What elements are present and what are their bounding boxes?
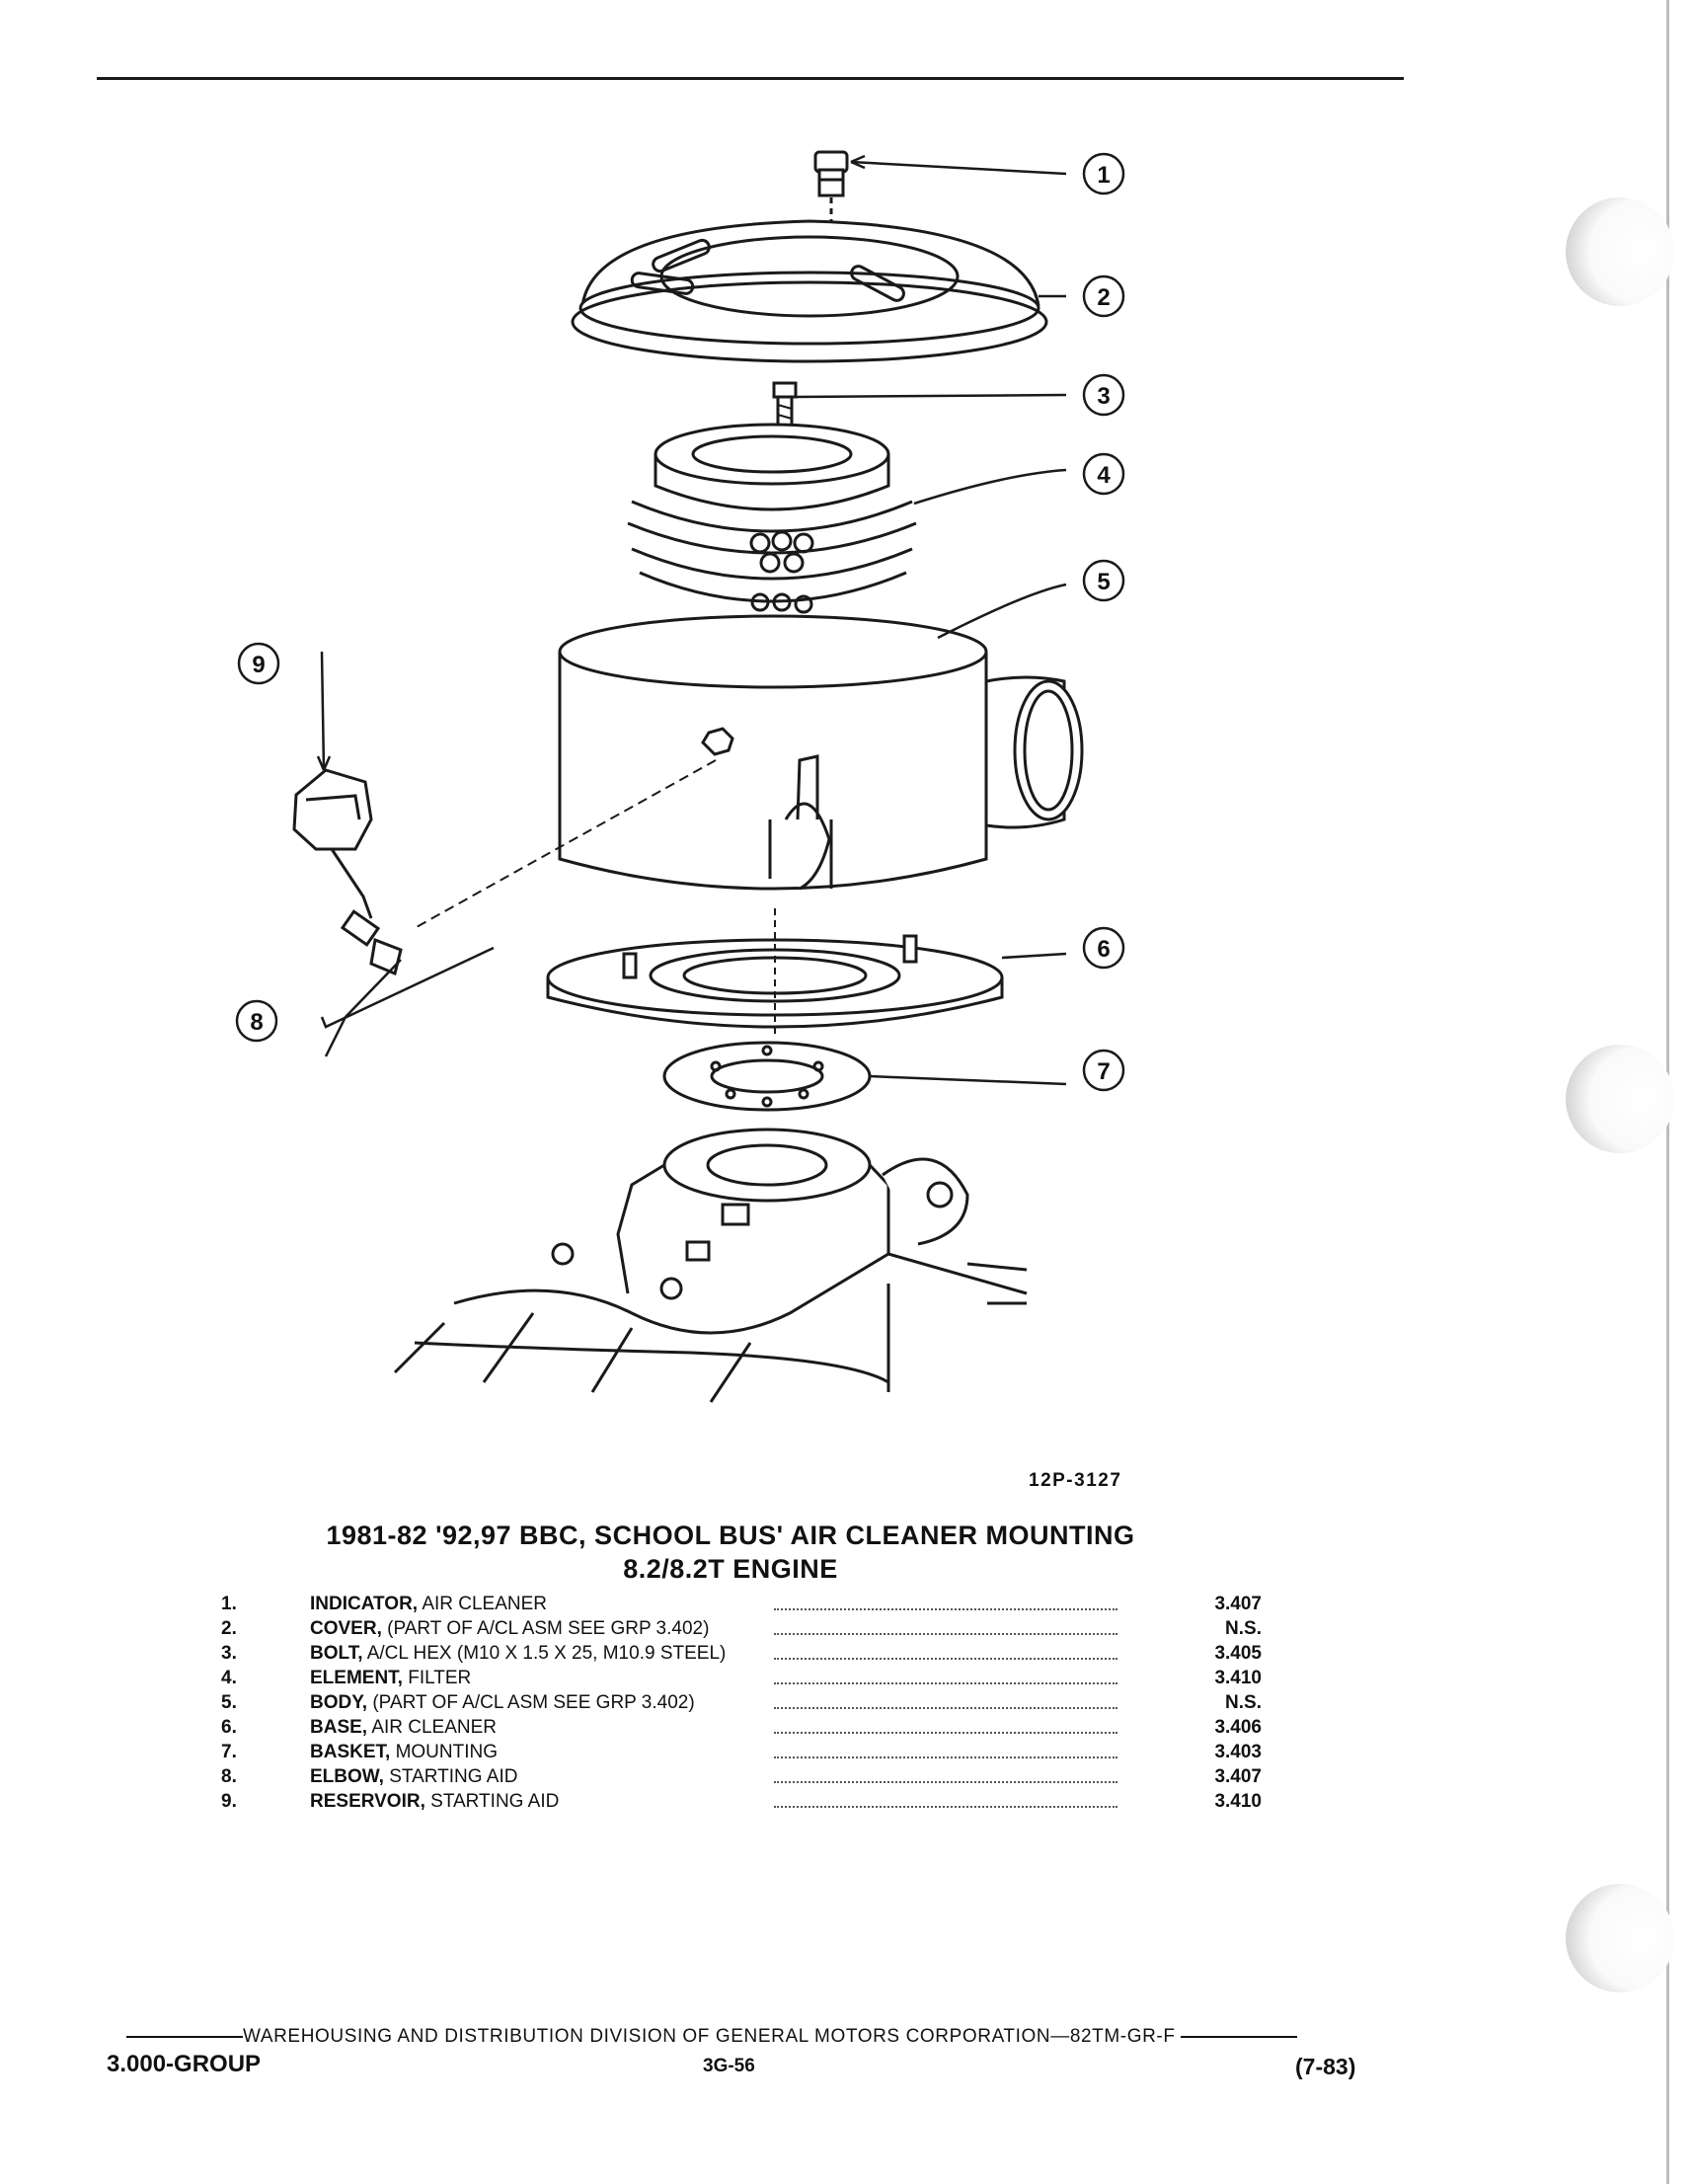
binder-hole-middle — [1566, 1045, 1674, 1153]
air-cleaner-exploded-diagram — [250, 128, 1145, 1412]
leader-dots — [774, 1732, 1117, 1734]
footer-rule-right — [1181, 2036, 1297, 2038]
part-group-ref: N.S. — [1131, 1618, 1262, 1640]
part-number: 7. — [221, 1742, 237, 1762]
callout-2: 2 — [1097, 284, 1111, 311]
part-detail: FILTER — [408, 1668, 472, 1688]
page-number: 3G-56 — [703, 2056, 755, 2076]
part-name: BODY, — [310, 1692, 368, 1713]
part-detail: STARTING AID — [430, 1791, 560, 1812]
parts-list — [221, 1594, 1262, 1816]
engine-manifold — [395, 1130, 1027, 1402]
leader-dots — [774, 1633, 1117, 1635]
footer-division: WAREHOUSING AND DISTRIBUTION DIVISION OF GENERAL MOTORS CORPORATION—82TM-GR-F — [243, 2026, 1176, 2047]
binder-hole-top — [1566, 197, 1674, 306]
parts-row — [221, 1766, 1262, 1791]
part-name: BASE, — [310, 1717, 368, 1738]
parts-row — [221, 1717, 1262, 1742]
element-part — [628, 425, 916, 612]
part-detail: (PART OF A/CL ASM SEE GRP 3.402) — [372, 1692, 695, 1713]
part-name: ELEMENT, — [310, 1668, 403, 1688]
group-label: 3.000-GROUP — [107, 2051, 262, 2077]
part-name: ELBOW, — [310, 1766, 384, 1787]
parts-row — [221, 1594, 1262, 1618]
leader-dots — [774, 1658, 1117, 1660]
part-group-ref: 3.407 — [1131, 1766, 1262, 1788]
callout-1: 1 — [1097, 162, 1111, 189]
part-name: BOLT, — [310, 1643, 363, 1664]
part-number: 4. — [221, 1668, 237, 1688]
parts-row — [221, 1668, 1262, 1692]
date-code: (7-83) — [1295, 2054, 1356, 2079]
parts-row — [221, 1742, 1262, 1766]
leader-dots — [774, 1608, 1117, 1610]
parts-row — [221, 1618, 1262, 1643]
page-subtitle: 8.2/8.2T ENGINE — [623, 1554, 838, 1584]
leader-dots — [774, 1756, 1117, 1758]
basket-part — [664, 1043, 870, 1110]
callout-7: 7 — [1097, 1058, 1111, 1085]
part-group-ref: 3.405 — [1131, 1643, 1262, 1665]
part-group-ref: N.S. — [1131, 1692, 1262, 1714]
part-detail: AIR CLEANER — [422, 1594, 548, 1614]
part-detail: (PART OF A/CL ASM SEE GRP 3.402) — [387, 1618, 710, 1639]
part-number: 2. — [221, 1618, 237, 1639]
starting-aid-parts — [294, 770, 401, 974]
footer-division-line — [126, 2026, 1394, 2048]
leader-dots — [774, 1682, 1117, 1684]
part-group-ref: 3.407 — [1131, 1594, 1262, 1615]
callout-8: 8 — [250, 1009, 264, 1036]
part-number: 8. — [221, 1766, 237, 1787]
footer-rule-left — [126, 2036, 243, 2038]
part-group-ref: 3.406 — [1131, 1717, 1262, 1739]
callout-3: 3 — [1097, 383, 1111, 410]
base-part — [548, 908, 1002, 1037]
part-name: BASKET, — [310, 1742, 391, 1762]
part-number: 9. — [221, 1791, 237, 1812]
part-name: RESERVOIR, — [310, 1791, 425, 1812]
leader-dots — [774, 1707, 1117, 1709]
part-detail: AIR CLEANER — [371, 1717, 498, 1738]
callout-6: 6 — [1097, 936, 1111, 963]
part-detail: STARTING AID — [389, 1766, 518, 1787]
part-name: INDICATOR, — [310, 1594, 419, 1614]
leader-dots — [774, 1806, 1117, 1808]
part-number: 1. — [221, 1594, 237, 1614]
callout-5: 5 — [1097, 569, 1111, 595]
parts-row — [221, 1643, 1262, 1668]
part-detail: A/CL HEX (M10 X 1.5 X 25, M10.9 STEEL) — [366, 1643, 727, 1664]
page-title: 1981-82 '92,97 BBC, SCHOOL BUS' AIR CLEANER MOUNTING — [326, 1521, 1135, 1550]
part-group-ref: 3.403 — [1131, 1742, 1262, 1763]
parts-row — [221, 1692, 1262, 1717]
binder-hole-bottom — [1566, 1884, 1674, 1992]
callout-9: 9 — [252, 652, 266, 678]
part-number: 6. — [221, 1717, 237, 1738]
figure-number: 12P-3127 — [1029, 1470, 1122, 1491]
part-number: 5. — [221, 1692, 237, 1713]
part-group-ref: 3.410 — [1131, 1791, 1262, 1813]
part-name: COVER, — [310, 1618, 382, 1639]
cover-part — [573, 221, 1046, 361]
part-group-ref: 3.410 — [1131, 1668, 1262, 1689]
parts-row — [221, 1791, 1262, 1816]
part-detail: MOUNTING — [395, 1742, 499, 1762]
callout-4: 4 — [1097, 462, 1111, 489]
body-part — [415, 616, 1082, 928]
leader-dots — [774, 1781, 1117, 1783]
top-rule — [97, 77, 1404, 80]
part-number: 3. — [221, 1643, 237, 1664]
